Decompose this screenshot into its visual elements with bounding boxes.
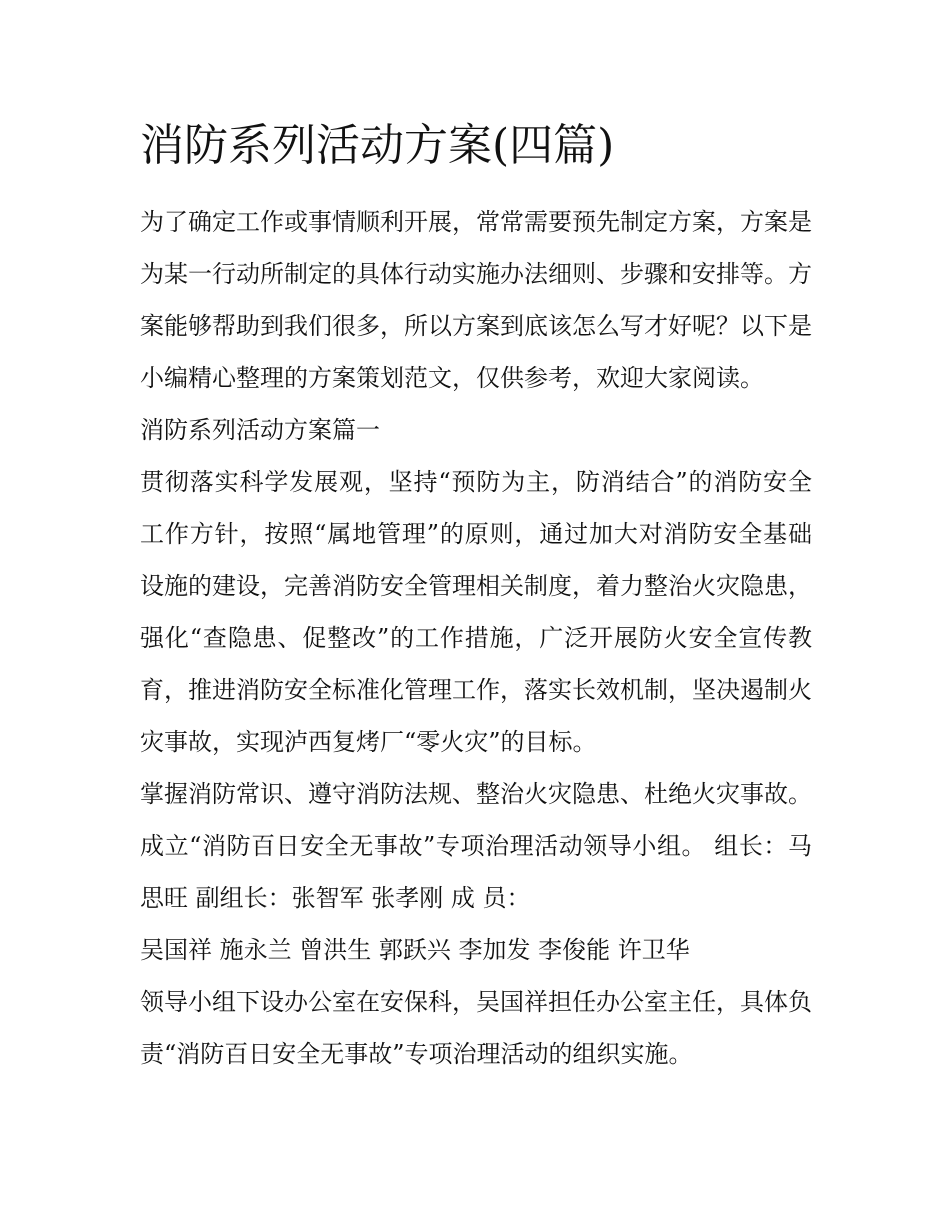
section-heading-part-one: 消防系列活动方案篇一 [140, 416, 380, 444]
members-list-paragraph: 吴国祥 施永兰 曾洪生 郭跃兴 李加发 李俊能 许卫华 [140, 936, 690, 964]
guiding-principle-paragraph: 贯彻落实科学发展观，坚持“预防为主，防消结合”的消防安全工作方针，按照“属地管理”的原则，通过加大对消防安全基础设施的建设，完善消防安全管理相关制度，着力整治火灾隐患，强化“查隐患、促整改”的工作措施，广泛开展防火安全宣传教育，推进消防安全标准化管理工作，落实长效机制，坚决遏制火灾事故，实现泸西复烤厂“零火灾”的目标。 [140, 468, 812, 756]
intro-paragraph: 为了确定工作或事情顺利开展，常常需要预先制定方案，方案是为某一行动所制定的具体行动实施办法细则、步骤和安排等。方案能够帮助到我们很多，所以方案到底该怎么写才好呢？以下是小编精心整理的方案策划范文，仅供参考，欢迎大家阅读。 [140, 208, 812, 392]
office-setup-paragraph: 领导小组下设办公室在安保科，吴国祥担任办公室主任，具体负责“消防百日安全无事故”专项治理活动的组织实施。 [140, 988, 812, 1068]
document-title: 消防系列活动方案(四篇) [140, 120, 615, 171]
document-body [140, 196, 812, 1080]
objectives-and-leadership-paragraph: 掌握消防常识、遵守消防法规、整治火灾隐患、杜绝火灾事故。 成立“消防百日安全无事故”专项治理活动领导小组。 组长：马思旺 副组长：张智军 张孝刚 成 员： [140, 780, 812, 912]
